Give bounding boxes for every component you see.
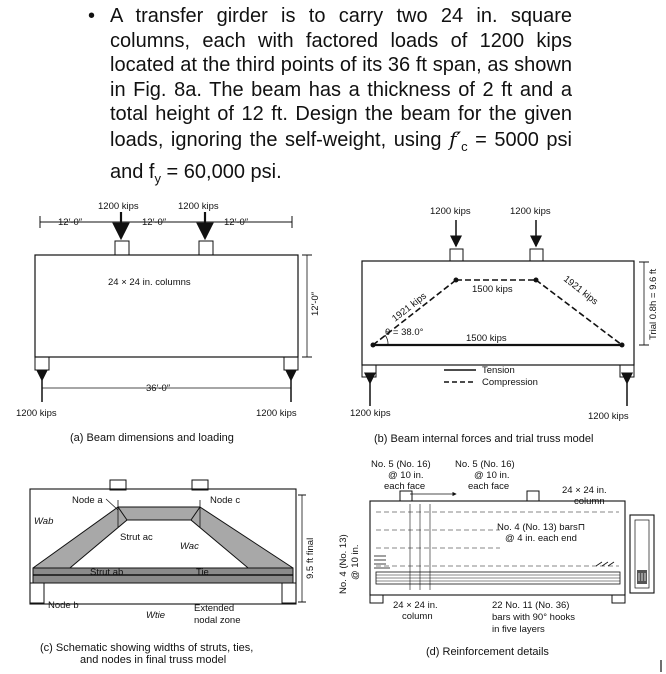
fig-c-caption-1: (c) Schematic showing widths of struts, ties, (40, 642, 254, 654)
fig-b-trial-label: Trial 0.8h = 9.6 ft (648, 268, 659, 340)
fig-d-vert-2: @ 10 in. (350, 544, 361, 580)
fig-c-w-ac: Wac (180, 541, 199, 552)
fig-d-stir-l1: No. 5 (No. 16) (371, 459, 431, 470)
fig-b-reaction-right: 1200 kips (588, 411, 629, 422)
fig-a-beam (35, 255, 298, 357)
fig-b-tie-force: 1500 kips (466, 333, 507, 344)
fig-a-height-label: 12′-0″ (310, 291, 321, 316)
fy-subscript: y (154, 170, 161, 186)
fig-d-caption: (d) Reinforcement details (426, 646, 549, 658)
fig-a-span-label: 36′-0″ (146, 383, 171, 394)
fig-b-legend-tension: Tension (482, 365, 515, 376)
fig-b-strut-right: 1921 kips (561, 273, 600, 308)
bullet-icon: • (88, 5, 96, 27)
fig-d-stir-l3: each face (384, 481, 426, 492)
fc-value: = 5000 psi and f (110, 128, 572, 183)
fig-b-legend-compression: Compression (482, 377, 538, 388)
fig-d-hook-1: 22 No. 11 (No. 36) (492, 600, 570, 611)
fig-a (16, 201, 321, 444)
fig-b-top-force: 1500 kips (472, 284, 513, 295)
fig-d-stir-r3: each face (468, 481, 510, 492)
fig-d-vert-1: No. 4 (No. 13) (338, 534, 349, 594)
fig-a-dim-3: 12′-0″ (224, 217, 249, 228)
problem-main-text: A transfer girder is to carry two 24 in. square columns, each with factored loads of 1200 kips located at the third points of its 36 ft span, as shown in Fig. 8a. The beam has a thickness of 2 ft and a total height of 12 ft. Design the beam for the given loads, ignoring the self-weight, using (110, 5, 572, 151)
fig-c-node-a: Node a (72, 495, 103, 506)
fig-c-final-label: 9.5 ft final (305, 537, 316, 579)
fig-d-bars-2: @ 4 in. each end (505, 533, 577, 544)
fig-d-bot-col-2: column (402, 611, 433, 622)
fig-b-reaction-left: 1200 kips (350, 408, 391, 419)
fc-symbol: f′ (449, 126, 462, 151)
fig-a-dim-1: 12′-0″ (58, 217, 83, 228)
fig-c-caption-2: and nodes in final truss model (80, 654, 227, 666)
fig-d-stir-r2: @ 10 in. (474, 470, 510, 481)
fig-c-top-strut (118, 507, 200, 520)
fig-a-caption: (a) Beam dimensions and loading (70, 432, 234, 444)
fig-d-stir-r1: No. 5 (No. 16) (455, 459, 515, 470)
fig-c-w-ab: Wab (34, 516, 54, 527)
fig-b-load-right: 1200 kips (510, 206, 551, 217)
fig-b-caption: (b) Beam internal forces and trial truss model (374, 433, 594, 445)
fig-a-load-left: 1200 kips (98, 201, 139, 212)
fig-c-strut-ac: Strut ac (120, 532, 153, 543)
fig-a-reaction-right: 1200 kips (256, 408, 297, 419)
fig-d-bars-1: No. 4 (No. 13) bars⊓ (497, 522, 586, 533)
fig-c-node-b: Node b (48, 600, 79, 611)
fig-a-load-right: 1200 kips (178, 201, 219, 212)
fig-c-node-c: Node c (210, 495, 241, 506)
fig-c (30, 480, 316, 666)
fig-c-tie: Tie (196, 567, 209, 578)
fig-c-extended-1: Extended (194, 603, 235, 614)
fig-a-dim-2: 12′-0″ (142, 217, 167, 228)
fig-a-reaction-left: 1200 kips (16, 408, 57, 419)
fig-b-angle: θ = 38.0° (385, 327, 424, 338)
fig-c-strut-ab: Strut ab (90, 567, 124, 578)
fig-a-columns-label: 24 × 24 in. columns (108, 277, 191, 288)
fig-b-load-left: 1200 kips (430, 206, 471, 217)
fc-subscript: c (461, 138, 468, 154)
fig-d-hook-3: in five layers (492, 624, 545, 635)
fy-value: = 60,000 psi. (160, 160, 282, 183)
fig-c-w-tie: Wtie (146, 610, 165, 621)
fig-d-bot-col-1: 24 × 24 in. (393, 600, 438, 611)
fig-d (338, 459, 654, 658)
fig-d-col-2: column (574, 496, 605, 507)
fig-c-extended-2: nodal zone (194, 615, 241, 626)
fig-d-hook-2: bars with 90° hooks (492, 612, 576, 623)
fig-d-col-1: 24 × 24 in. (562, 485, 607, 496)
fig-b (350, 206, 659, 445)
fig-d-stir-l2: @ 10 in. (388, 470, 424, 481)
fig-b-strut-left: 1921 kips (390, 290, 429, 325)
